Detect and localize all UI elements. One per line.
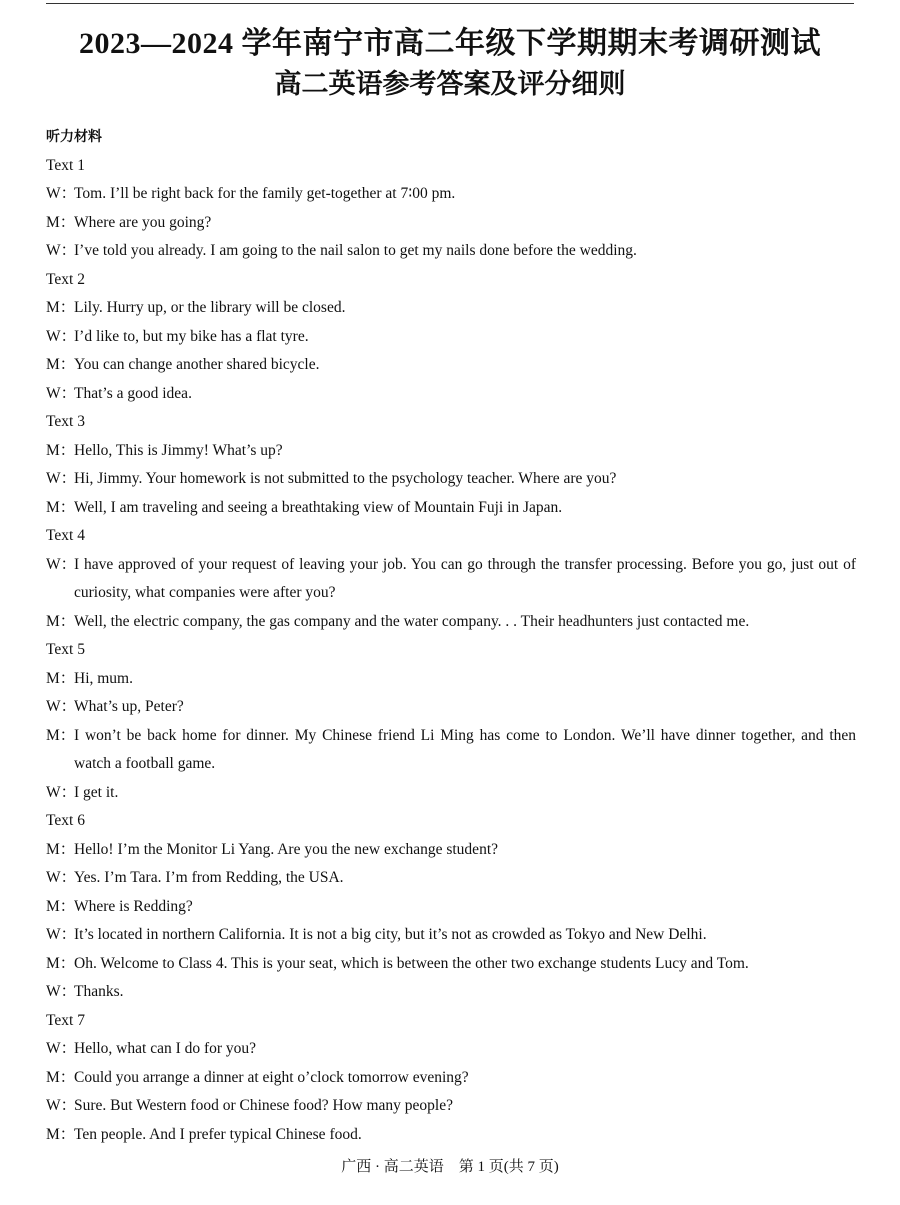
page-title: 2023—2024 学年南宁市高二年级下学期期末考调研测试 [79, 27, 821, 60]
speech-text: Lily. Hurry up, or the library will be closed. [74, 299, 346, 316]
speaker-label: W： [46, 327, 77, 345]
speech-text: What’s up, Peter? [74, 698, 184, 715]
dialogue-line [46, 294, 856, 323]
speech-text: I won’t be back home for dinner. My Chinese friend Li Ming has come to London. We’ll have dinner together, and then watch a football game. [74, 726, 856, 772]
speech-text: I’ve told you already. I am going to the nail salon to get my nails done before the wedding. [74, 242, 637, 259]
dialogue-line [46, 1092, 856, 1121]
speech-text: Could you arrange a dinner at eight o’clock tomorrow evening? [74, 1068, 469, 1086]
text-block [46, 152, 856, 266]
speech-text: I have approved of your request of leaving your job. You can go through the transfer processing. Before you go, just out of curiosity, what companies were after you? [74, 555, 856, 601]
speech-text: Ten people. And I prefer typical Chinese food. [74, 1125, 362, 1143]
speaker-label: W： [46, 1097, 77, 1114]
speech-text: Hello, what can I do for you? [74, 1040, 257, 1057]
dialogue-line [46, 180, 856, 209]
speech-text: Well, the electric company, the gas company and the water company. . . Their headhunters just contacted me. [74, 612, 750, 630]
text-block [46, 1007, 856, 1150]
text-label: Text 3 [46, 413, 85, 430]
speech-text: Hello! I’m the Monitor Li Yang. Are you the new exchange student? [74, 840, 499, 858]
speaker-label: M： [46, 441, 76, 459]
dialogue-line [46, 722, 856, 779]
speech-text: Where is Redding? [74, 897, 193, 915]
dialogue-line [46, 351, 856, 380]
speaker-label: M： [46, 612, 76, 630]
text-block [46, 636, 856, 807]
dialogue-line [46, 978, 856, 1007]
speech-text: Where are you going? [74, 213, 212, 231]
speaker-label: M： [46, 726, 76, 744]
top-rule [46, 3, 854, 4]
transcript-list [46, 152, 856, 1150]
dialogue-line [46, 893, 856, 922]
text-label: Text 6 [46, 812, 85, 829]
dialogue-line [46, 551, 856, 608]
speaker-label: M： [46, 498, 76, 516]
dialogue-line [46, 1035, 856, 1064]
page-footer: 广西 · 高二英语 第 1 页(共 7 页) [341, 1159, 559, 1175]
text-block [46, 408, 856, 522]
speech-text: Yes. I’m Tara. I’m from Redding, the USA. [74, 869, 344, 886]
speech-text: I get it. [74, 783, 119, 801]
section-heading: 听力材料 [46, 129, 102, 145]
speech-text: I’d like to, but my bike has a flat tyre. [74, 327, 309, 345]
speech-text: Thanks. [74, 983, 124, 1000]
text-block [46, 266, 856, 409]
speaker-label: W： [46, 185, 77, 202]
text-label: Text 1 [46, 156, 85, 174]
dialogue-line [46, 693, 856, 722]
dialogue-line [46, 779, 856, 808]
speaker-label: W： [46, 698, 77, 715]
speaker-label: M： [46, 840, 76, 858]
speaker-label: M： [46, 954, 76, 972]
speaker-label: M： [46, 1068, 76, 1086]
speaker-label: W： [46, 983, 77, 1000]
dialogue-line [46, 237, 856, 266]
page-subtitle: 高二英语参考答案及评分细则 [274, 69, 626, 100]
speech-text: Hello, This is Jimmy! What’s up? [74, 441, 283, 459]
speech-text: Oh. Welcome to Class 4. This is your seat, which is between the other two exchange students Lucy and Tom. [74, 954, 749, 972]
speech-text: Well, I am traveling and seeing a breathtaking view of Mountain Fuji in Japan. [74, 498, 563, 516]
speaker-label: W： [46, 783, 77, 801]
speech-text: That’s a good idea. [74, 384, 192, 402]
speech-text: Tom. I’ll be right back for the family get-together at 7∶00 pm. [74, 185, 456, 202]
speaker-label: M： [46, 299, 76, 316]
speaker-label: W： [46, 470, 77, 487]
speaker-label: M： [46, 1125, 76, 1143]
speaker-label: W： [46, 926, 77, 943]
speaker-label: M： [46, 213, 76, 231]
dialogue-line [46, 864, 856, 893]
dialogue-line [46, 380, 856, 409]
text-label: Text 5 [46, 641, 85, 658]
speaker-label: W： [46, 1040, 77, 1057]
text-label: Text 4 [46, 527, 85, 544]
text-label: Text 7 [46, 1011, 85, 1029]
speech-text: You can change another shared bicycle. [74, 356, 320, 373]
dialogue-line [46, 323, 856, 352]
speaker-label: M： [46, 356, 76, 373]
dialogue-line [46, 209, 856, 238]
speech-text: Hi, mum. [74, 669, 133, 687]
dialogue-line [46, 494, 856, 523]
speaker-label: W： [46, 555, 77, 573]
speaker-label: W： [46, 384, 77, 402]
listening-material [46, 123, 856, 1149]
speaker-label: W： [46, 242, 77, 259]
dialogue-line [46, 608, 856, 637]
text-block [46, 807, 856, 1007]
speaker-label: W： [46, 869, 77, 886]
speech-text: Hi, Jimmy. Your homework is not submitted to the psychology teacher. Where are you? [74, 470, 617, 487]
dialogue-line [46, 1121, 856, 1150]
speaker-label: M： [46, 669, 76, 687]
text-label: Text 2 [46, 270, 85, 288]
speech-text: Sure. But Western food or Chinese food? How many people? [74, 1097, 453, 1114]
speech-text: It’s located in northern California. It is not a big city, but it’s not as crowded as Tokyo and New Delhi. [74, 926, 707, 943]
dialogue-line [46, 921, 856, 950]
speaker-label: M： [46, 897, 76, 915]
dialogue-line [46, 465, 856, 494]
dialogue-line [46, 665, 856, 694]
dialogue-line [46, 950, 856, 979]
dialogue-line [46, 437, 856, 466]
dialogue-line [46, 1064, 856, 1093]
dialogue-line [46, 836, 856, 865]
text-block [46, 522, 856, 636]
